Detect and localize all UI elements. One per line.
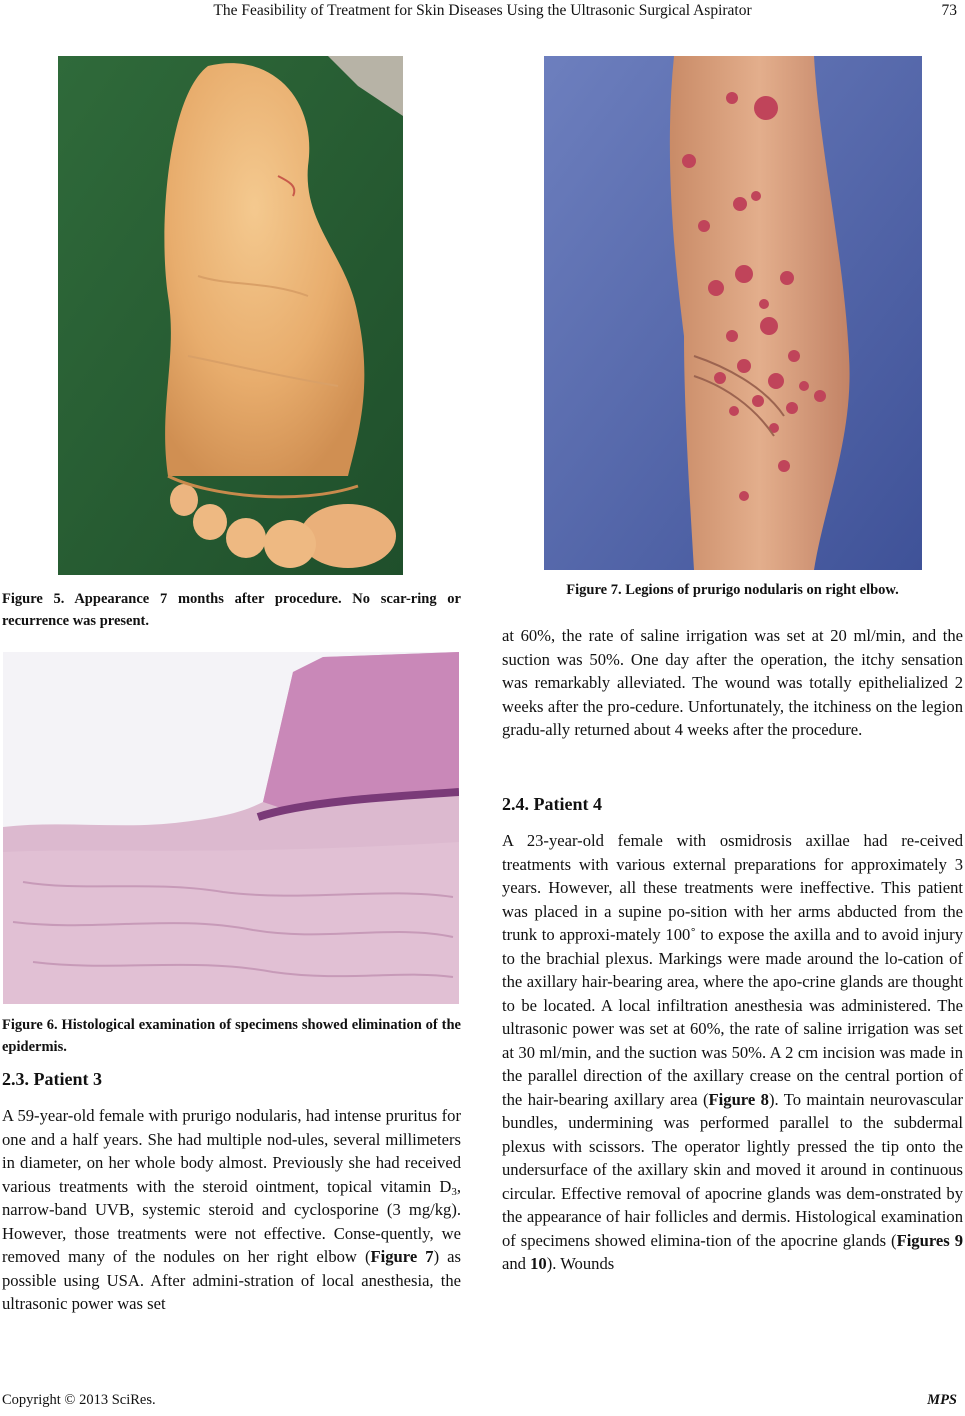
running-title: The Feasibility of Treatment for Skin Diseases Using the Ultrasonic Surgical Aspirator — [213, 2, 752, 19]
figure-5-image — [58, 56, 403, 575]
page-number: 73 — [941, 2, 957, 19]
paragraph-patient-3-continued: at 60%, the rate of saline irrigation was set at 20 ml/min, and the suction was 50%. One day after the operation, the itchy sensation was remarkably alleviated. The wound was totally epithelialized 2 weeks after the pro-cedure. Unfortunately, the itchiness on the legion gradu-ally returned about 4 weeks after the procedure. — [502, 626, 963, 739]
figure-6-caption: Figure 6. Histological examination of specimens showed elimination of the epidermis. — [2, 1017, 461, 1055]
figure-7-image — [544, 56, 922, 570]
section-heading-patient-4: 2.4. Patient 4 — [502, 794, 602, 814]
journal-abbreviation: MPS — [927, 1392, 957, 1408]
copyright-notice: Copyright © 2013 SciRes. — [2, 1392, 156, 1408]
paragraph-patient-4: A 23-year-old female with osmidrosis axillae had re-ceived treatments with various external preparations for approximately 3 years. However, all these treatments were ineffective. This patient was placed in a supine po-sition with her arms abducted from the trunk to approxi-mately 100˚ to expose the axilla and to avoid injury to the brachial plexus. Markings were made around the lo-cation of the axillary hair-bearing area, where the apo-crine glands are thought to be located. A local infiltration anesthesia was administered. The ultrasonic power was set at 60%, the rate of saline irrigation was set at 30 ml/min, and the suction was 50%. A 2 cm incision was made in the parallel direction of the axillary crease on the central portion of the hair-bearing axillary area (Figure 8). To maintain neurovascular bundles, undermining was performed parallel to the subdermal plexus with scissors. The operator lightly pressed the tip onto the undersurface of the axillary skin and moved it around in continuous circular. Effective removal of apocrine glands was dem-onstrated by the appearance of hair follicles and dermis. Histological examination of specimens showed elimina-tion of the apocrine glands (Figures 9 and 10). Wounds — [502, 831, 963, 1273]
section-heading-patient-3: 2.3. Patient 3 — [2, 1069, 102, 1089]
figure-5-caption: Figure 5. Appearance 7 months after procedure. No scar-ring or recurrence was present. — [2, 591, 461, 629]
figure-7-caption: Figure 7. Legions of prurigo nodularis on right elbow. — [566, 582, 899, 598]
page-header — [0, 2, 965, 26]
figure-6-image — [3, 652, 459, 1004]
paragraph-patient-3: A 59-year-old female with prurigo nodularis, had intense pruritus for one and a half years. She had multiple nod-ules, several millimeters in diameter, on her whole body almost. Previously she had received various treatments with the steroid ointment, topical vitamin $D_3$, narrow-band UVB, systemic steroid and cyclosporine (3 mg/kg). However, those treatments were not effective. Conse-quently, we removed many of the nodules on her right elbow (Figure 7) as possible using USA. After admini-stration of local anesthesia, the ultrasonic power was set — [2, 1106, 461, 1313]
